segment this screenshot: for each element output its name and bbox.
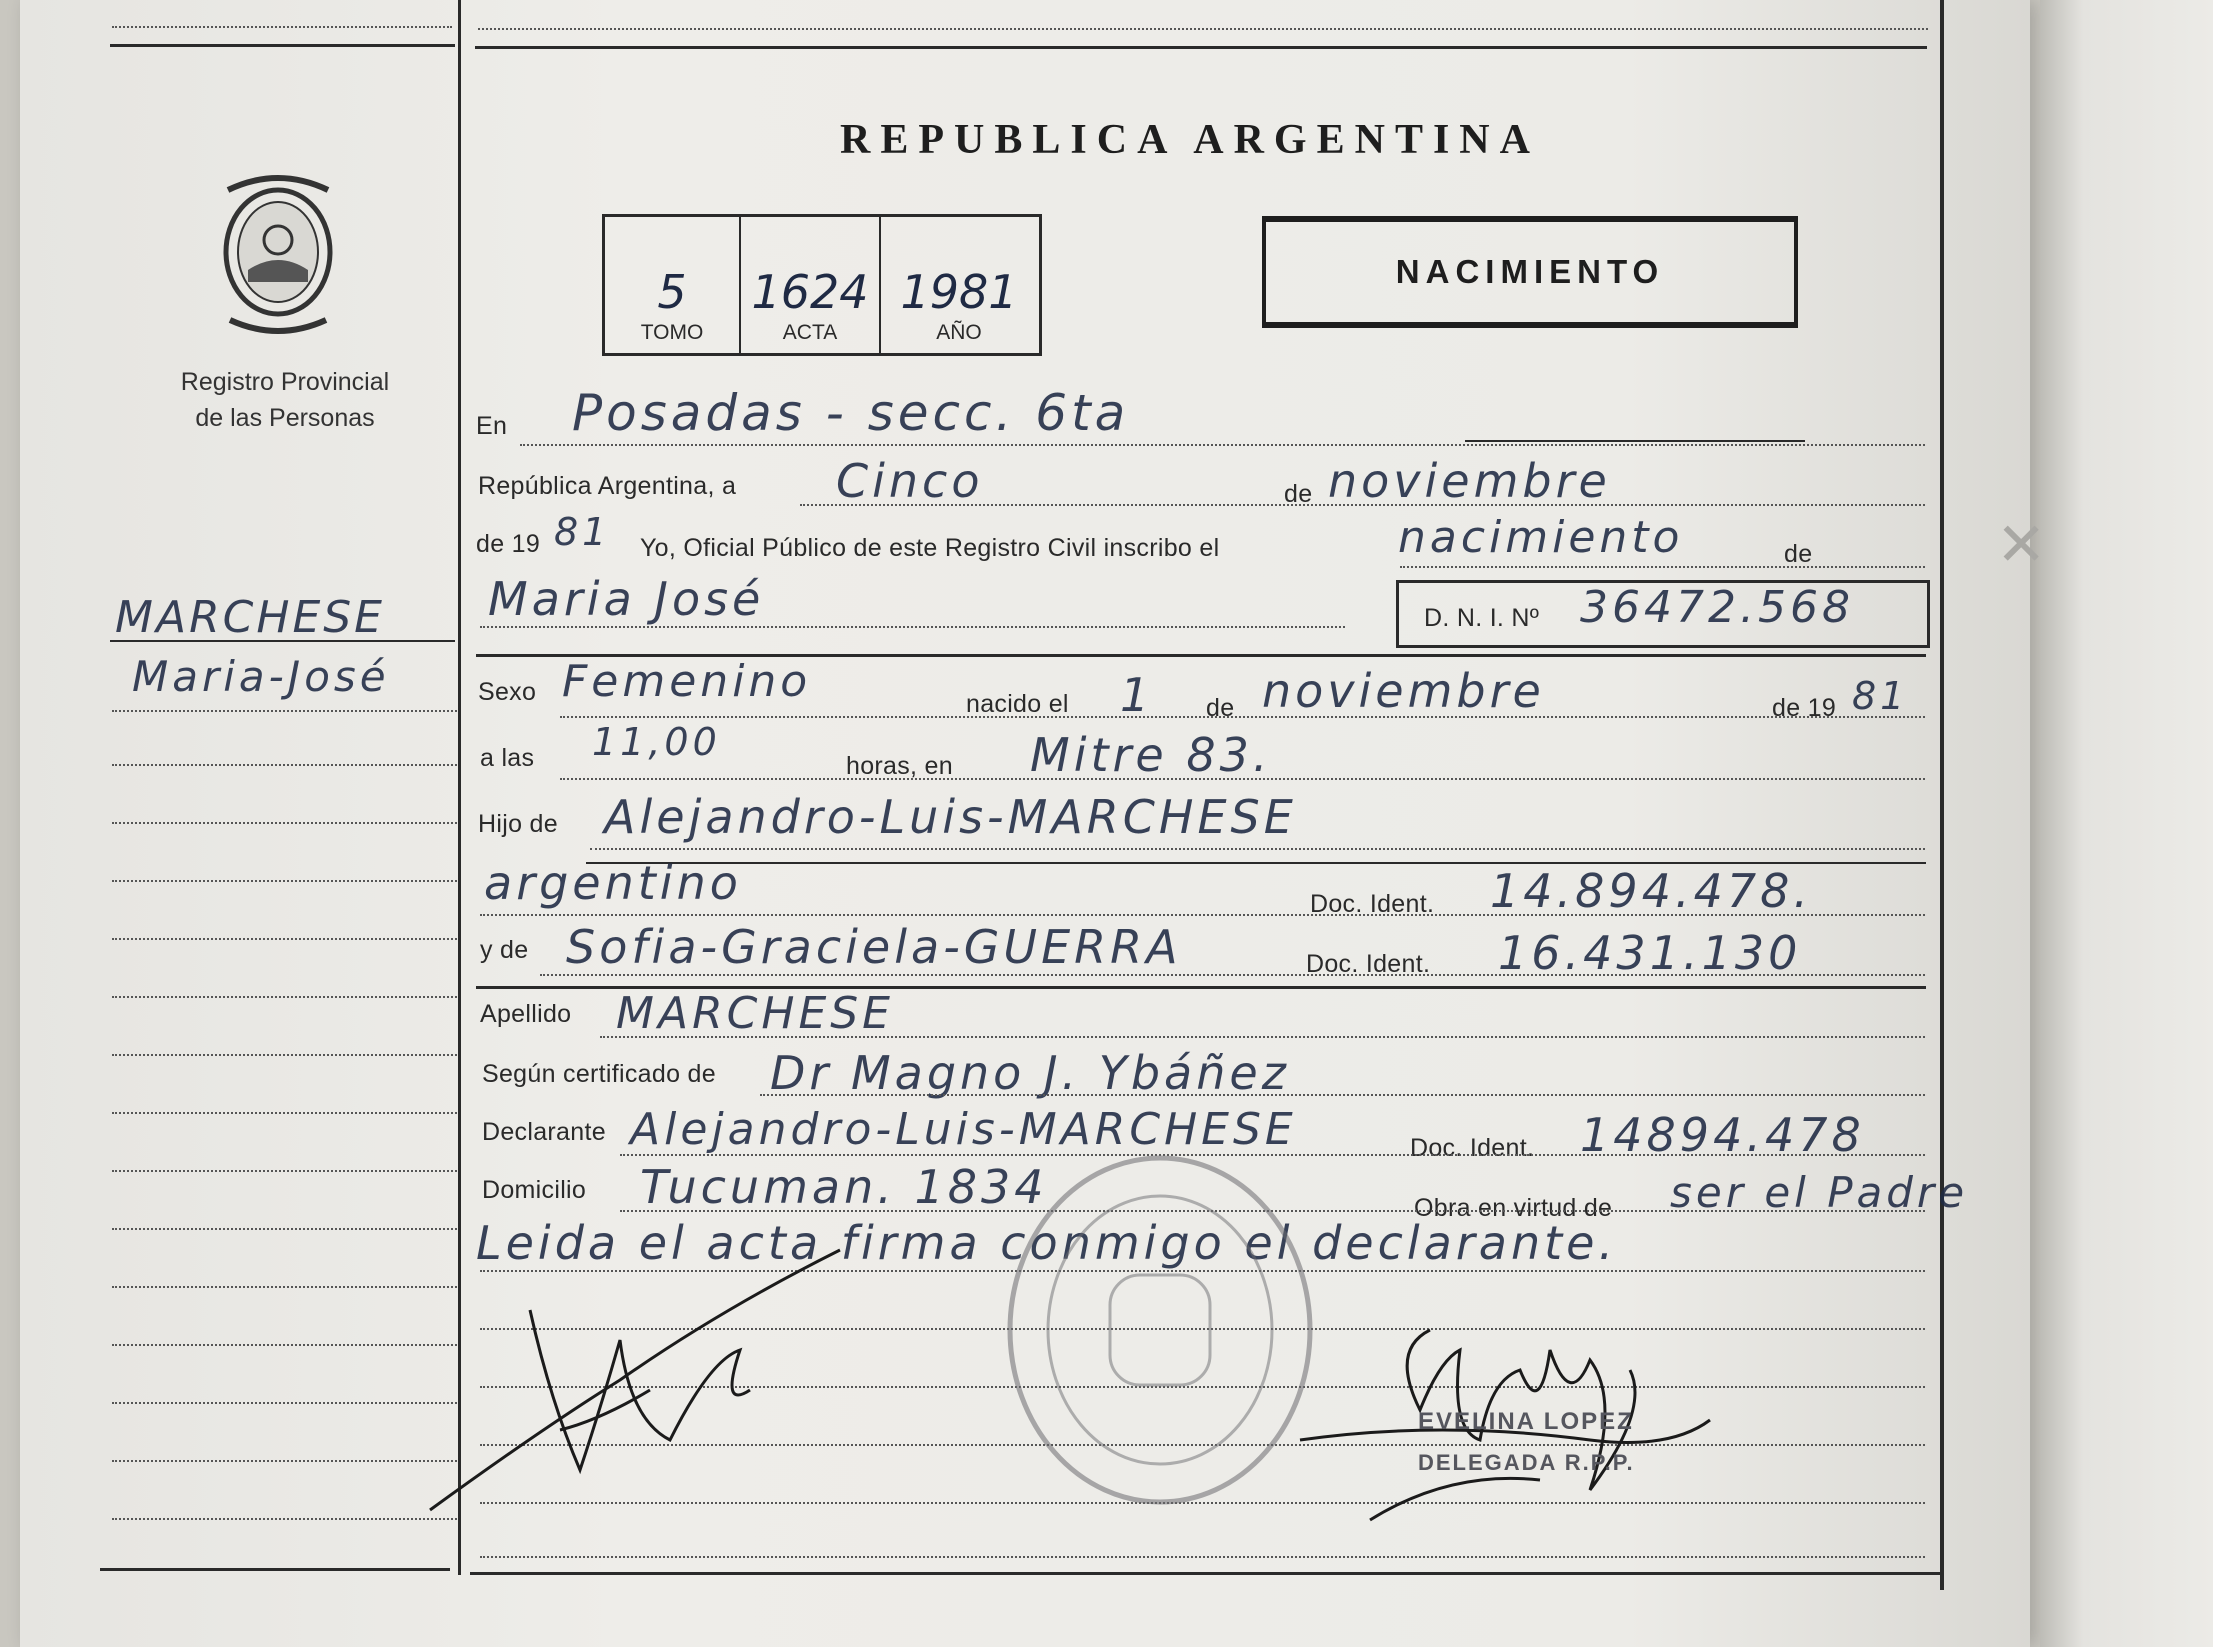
- father-doc: 14.894.478.: [1490, 864, 1812, 918]
- left-line: [112, 822, 457, 824]
- obra-value: ser el Padre: [1670, 1168, 1969, 1217]
- officer-stamp-name: EVELINA LOPEZ: [1418, 1408, 1634, 1435]
- nationality-dots: [480, 914, 1925, 916]
- top-dotted-left: [112, 26, 452, 28]
- sidebar-given-name: Maria-José: [132, 652, 390, 701]
- de-label-month: de: [1284, 480, 1313, 508]
- record-number-box: [602, 214, 1042, 356]
- en-label: En: [476, 412, 508, 440]
- en-dots: [520, 444, 1925, 446]
- left-line: [112, 1518, 457, 1520]
- father-doc-label: Doc. Ident.: [1310, 890, 1435, 918]
- sexo-value: Femenino: [562, 656, 812, 707]
- registry-line-2: de las Personas: [195, 404, 375, 432]
- bottom-rule-right: [470, 1572, 1940, 1575]
- record-type-box: NACIMIENTO: [1262, 216, 1798, 328]
- doctor-value: Dr Magno J. Ybáñez: [770, 1046, 1290, 1100]
- horas-label: horas, en: [846, 752, 953, 780]
- hour-value: 11,00: [592, 720, 721, 764]
- sexo-label: Sexo: [478, 678, 537, 706]
- acta-cell: [741, 217, 881, 353]
- declarante-value: Alejandro-Luis-MARCHESE: [630, 1104, 1297, 1155]
- official-registry-stamp: [995, 1145, 1325, 1515]
- declarante-label: Declarante: [482, 1118, 606, 1146]
- act-value: nacimiento: [1398, 512, 1684, 563]
- yde-label: y de: [480, 936, 529, 964]
- dni-label: D. N. I. Nº: [1424, 604, 1540, 632]
- mother-doc-label: Doc. Ident.: [1306, 950, 1431, 978]
- apellido-label: Apellido: [480, 1000, 572, 1028]
- left-line: [112, 1460, 457, 1462]
- birth-month: noviembre: [1262, 664, 1545, 718]
- anio-label: AÑO: [936, 321, 982, 344]
- declarant-signature: [420, 1180, 870, 1540]
- obra-label: Obra en virtud de: [1414, 1194, 1613, 1222]
- tomo-label: TOMO: [640, 321, 704, 344]
- bottom-rule-left: [100, 1568, 450, 1571]
- left-line: [112, 1054, 457, 1056]
- alas-label: a las: [480, 744, 535, 772]
- republica-label: República Argentina, a: [478, 472, 737, 500]
- year-prefix: de 19: [476, 530, 541, 558]
- mother-doc: 16.431.130: [1498, 926, 1802, 980]
- sexo-dots: [560, 716, 1925, 718]
- officer-stamp-role: DELEGADA R.P.P.: [1418, 1450, 1635, 1475]
- oficial-dots: [1400, 566, 1925, 568]
- domicilio-label: Domicilio: [482, 1176, 587, 1204]
- nacido-label: nacido el: [966, 690, 1069, 718]
- right-border: [1940, 0, 1944, 1590]
- sidebar-surname: MARCHESE: [115, 592, 385, 643]
- registry-line-1: Registro Provincial: [180, 368, 390, 396]
- apellido-value: MARCHESE: [616, 988, 894, 1039]
- child-name: Maria José: [488, 572, 765, 626]
- left-line: [112, 764, 457, 766]
- left-line: [112, 1112, 457, 1114]
- day-value: Cinco: [836, 454, 984, 508]
- en-underline: [1465, 440, 1805, 442]
- declarante-doc: 14894.478: [1580, 1108, 1865, 1162]
- child-name-dots: [480, 626, 1345, 628]
- registry-name: [140, 364, 430, 436]
- next-page-edge: [2040, 0, 2213, 1647]
- left-line: [112, 880, 457, 882]
- republica-dots: [800, 504, 1925, 506]
- left-line: [112, 1344, 457, 1346]
- country-title: REPUBLICA ARGENTINA: [840, 117, 1540, 163]
- left-line: [112, 996, 457, 998]
- left-line: [112, 938, 457, 940]
- left-line: [112, 1402, 457, 1404]
- dni-value: 36472.568: [1580, 582, 1854, 633]
- closing-text: Leida el acta firma conmigo el declarante.: [476, 1216, 1618, 1270]
- year-suffix: 81: [554, 510, 611, 554]
- place-value: Mitre 83.: [1030, 728, 1272, 782]
- father-name: Alejandro-Luis-MARCHESE: [604, 790, 1297, 844]
- de-label-act: de: [1784, 540, 1813, 568]
- left-line: [112, 710, 457, 712]
- alas-dots: [560, 778, 1925, 780]
- segun-label: Según certificado de: [482, 1060, 716, 1088]
- blank-line: [480, 1556, 1925, 1558]
- birth-year-prefix: de 19: [1772, 694, 1837, 722]
- left-line: [112, 1170, 457, 1172]
- en-value: Posadas - secc. 6ta: [572, 384, 1130, 442]
- declarante-doc-label: Doc. Ident.: [1410, 1134, 1535, 1162]
- month-value: noviembre: [1328, 454, 1611, 508]
- top-rule-right: [475, 46, 1927, 49]
- apellido-dots: [600, 1036, 1925, 1038]
- mother-name: Sofia-Graciela-GUERRA: [566, 920, 1182, 974]
- de-label-birth: de: [1206, 694, 1235, 722]
- left-line: [112, 1286, 457, 1288]
- domicilio-value: Tucuman. 1834: [640, 1160, 1048, 1214]
- top-dotted-line: [478, 28, 1928, 30]
- oficial-text: Yo, Oficial Público de este Registro Civil inscribo el: [640, 534, 1220, 562]
- tomo-value: 5: [657, 265, 687, 319]
- anio-cell: [881, 217, 1037, 353]
- mother-dots: [540, 974, 1925, 976]
- misiones-coat-of-arms-icon: [208, 170, 348, 340]
- father-nationality: argentino: [484, 856, 742, 910]
- left-line: [112, 1228, 457, 1230]
- hijo-dots: [590, 848, 1925, 850]
- birth-day: 1: [1120, 668, 1154, 722]
- segun-dots: [760, 1094, 1925, 1096]
- embossed-x-mark: ✕: [1996, 511, 2047, 578]
- birth-year-suffix: 81: [1852, 674, 1909, 718]
- anio-value: 1981: [900, 265, 1018, 319]
- hijo-label: Hijo de: [478, 810, 558, 838]
- tomo-cell: [605, 217, 741, 353]
- acta-value: 1624: [751, 265, 869, 319]
- acta-label: ACTA: [782, 321, 838, 344]
- top-rule-left: [110, 44, 455, 47]
